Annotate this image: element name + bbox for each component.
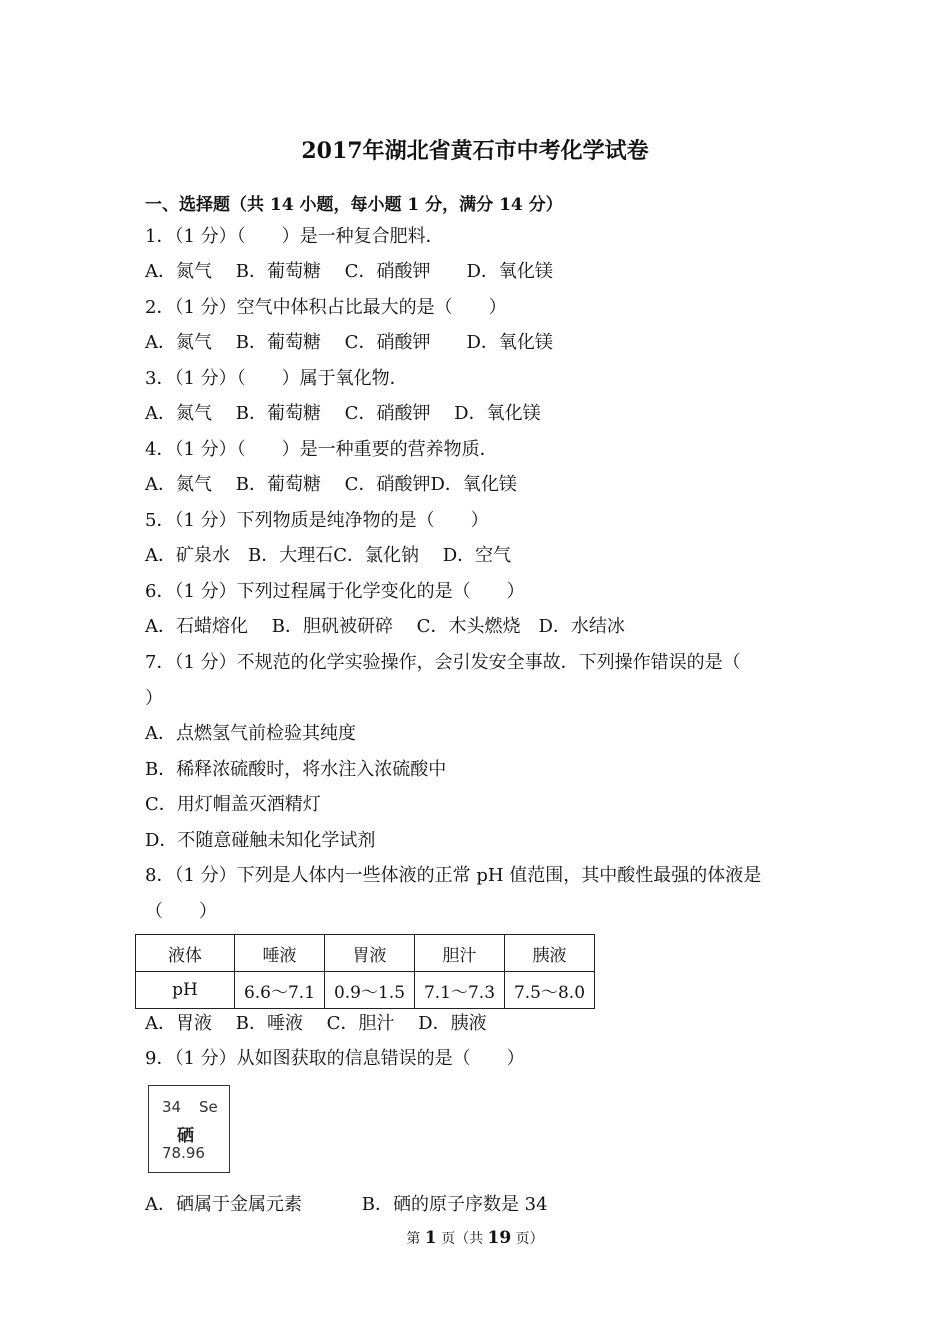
question-7-cont: ）	[145, 688, 163, 709]
total-pages: 19	[487, 1228, 512, 1248]
question-8-cont: （ ）	[145, 901, 217, 922]
table-cell: 胃液	[325, 935, 415, 972]
question-8-options: A．胃液 B．唾液 C．胆汁 D．胰液	[145, 1013, 487, 1034]
question-1: 1．（1 分）（ ）是一种复合肥料．	[145, 226, 444, 247]
table-cell: 0.9～1.5	[325, 972, 415, 1009]
table-cell: 7.5～8.0	[505, 972, 595, 1009]
question-6: 6．（1 分）下列过程属于化学变化的是（ ）	[145, 581, 525, 602]
question-4-options: A．氮气 B．葡萄糖 C．硝酸钾D．氧化镁	[145, 474, 517, 495]
atomic-mass: 78.96	[162, 1144, 205, 1162]
question-9-options: A．硒属于金属元素 B．硒的原子序数是 34	[145, 1194, 548, 1215]
question-7-option-a: A．点燃氢气前检验其纯度	[145, 723, 356, 744]
table-cell: pH	[136, 972, 235, 1009]
selenium-element-card	[148, 1085, 230, 1173]
table-cell: 6.6～7.1	[235, 972, 325, 1009]
page-footer	[0, 1228, 950, 1248]
question-7-option-b: B．稀释浓硫酸时，将水注入浓硫酸中	[145, 759, 447, 780]
footer-prefix: 第	[406, 1231, 425, 1247]
question-4: 4．（1 分）（ ）是一种重要的营养物质．	[145, 439, 498, 460]
table-cell: 唾液	[235, 935, 325, 972]
question-3: 3．（1 分）（ ）属于氧化物．	[145, 368, 408, 389]
atomic-number: 34	[162, 1098, 182, 1116]
footer-suffix: 页）	[511, 1231, 544, 1247]
question-9: 9．（1 分）从如图获取的信息错误的是（ ）	[145, 1048, 525, 1069]
ph-table	[135, 934, 595, 1009]
question-3-options: A．氮气 B．葡萄糖 C．硝酸钾 D．氧化镁	[145, 403, 541, 424]
footer-middle: 页（共	[436, 1231, 488, 1247]
exam-title: 2017年湖北省黄石市中考化学试卷	[301, 138, 649, 164]
question-7-option-c: C．用灯帽盖灭酒精灯	[145, 794, 321, 815]
ph-table-header-row	[136, 935, 595, 972]
question-7: 7．（1 分）不规范的化学实验操作，会引发安全事故．下列操作错误的是（	[145, 652, 741, 673]
current-page-number: 1	[424, 1228, 437, 1248]
question-5-options: A．矿泉水 B．大理石C．氯化钠 D．空气	[145, 545, 512, 566]
ph-table-value-row	[136, 972, 595, 1009]
question-5: 5．（1 分）下列物质是纯净物的是（ ）	[145, 510, 489, 531]
element-name: 硒	[177, 1126, 194, 1146]
table-cell: 液体	[136, 935, 235, 972]
question-1-options: A．氮气 B．葡萄糖 C．硝酸钾 D．氧化镁	[145, 261, 553, 282]
question-6-options: A．石蜡熔化 B．胆矾被研碎 C．木头燃烧 D．水结冰	[145, 616, 625, 637]
question-2: 2．（1 分）空气中体积占比最大的是（ ）	[145, 297, 507, 318]
question-2-options: A．氮气 B．葡萄糖 C．硝酸钾 D．氧化镁	[145, 332, 553, 353]
section-heading: 一、选择题（共 14 小题，每小题 1 分，满分 14 分）	[145, 195, 563, 215]
table-cell: 胆汁	[415, 935, 505, 972]
table-cell: 7.1～7.3	[415, 972, 505, 1009]
question-7-option-d: D．不随意碰触未知化学试剂	[145, 830, 376, 851]
question-8: 8．（1 分）下列是人体内一些体液的正常 pH 值范围，其中酸性最强的体液是	[145, 865, 762, 886]
table-cell: 胰液	[505, 935, 595, 972]
element-symbol: Se	[199, 1098, 218, 1116]
